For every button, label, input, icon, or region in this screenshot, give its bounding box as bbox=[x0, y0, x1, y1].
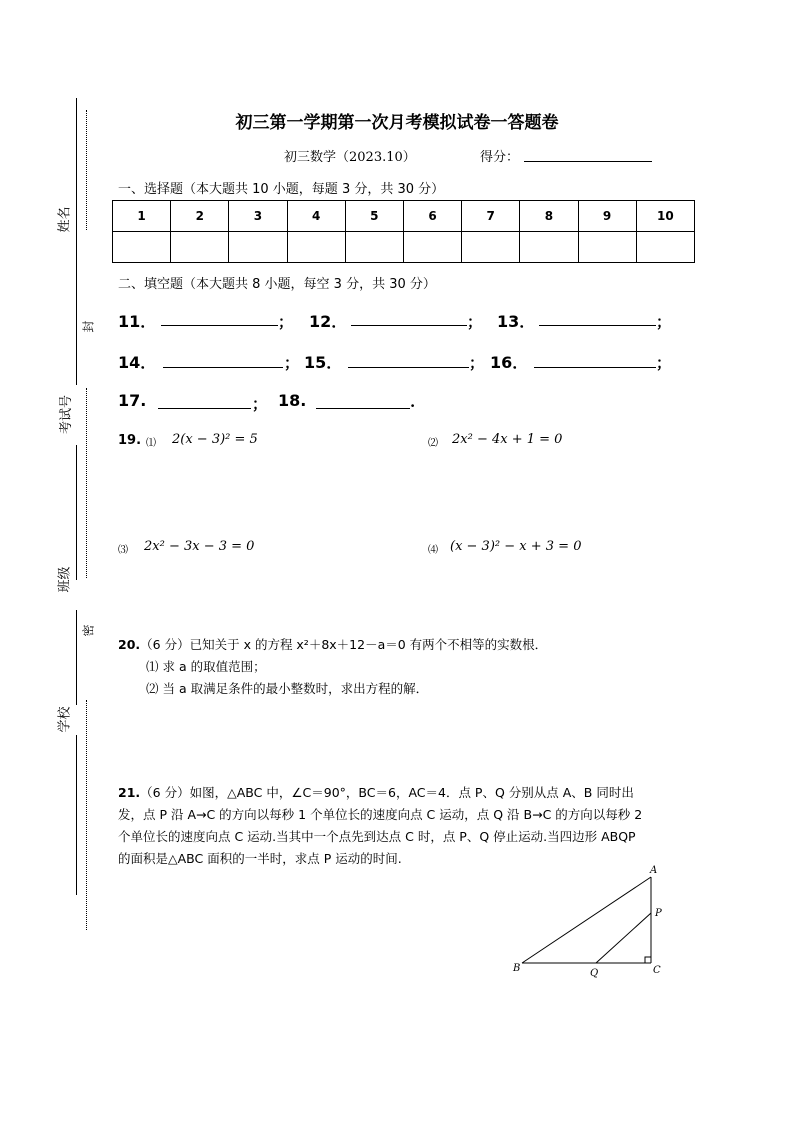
semicolon: ； bbox=[656, 354, 672, 372]
choice-answer-row bbox=[113, 232, 695, 263]
choice-col-6: 6 bbox=[403, 201, 461, 232]
q19-part2-eq: 2x² − 4x + 1 = 0 bbox=[452, 432, 563, 447]
semicolon: ； bbox=[278, 313, 294, 331]
choice-answer-cell[interactable] bbox=[287, 232, 345, 263]
choice-header-row bbox=[113, 201, 695, 232]
q19-part1-eq: 2(x − 3)² = 5 bbox=[172, 432, 258, 447]
q19-part2-num: ⑵ bbox=[428, 438, 438, 449]
choice-col-3: 3 bbox=[229, 201, 287, 232]
field-line-exam-no bbox=[76, 250, 77, 385]
school-label: 学校 bbox=[57, 706, 73, 733]
choice-answer-cell[interactable] bbox=[113, 232, 171, 263]
choice-answer-cell[interactable] bbox=[462, 232, 520, 263]
q20-score: （6 分） bbox=[140, 637, 190, 652]
label-p: P bbox=[655, 908, 662, 919]
fill-label-17: 17. bbox=[118, 391, 147, 410]
q20-sub2: ⑵ 当 a 取满足条件的最小整数时，求出方程的解． bbox=[146, 681, 429, 696]
fill-label-14: 14． bbox=[118, 353, 157, 372]
fill-label-12: 12． bbox=[309, 312, 348, 331]
label-c: C bbox=[653, 965, 661, 976]
fill-blank-11[interactable] bbox=[161, 325, 278, 326]
choice-answer-cell[interactable] bbox=[345, 232, 403, 263]
choice-col-7: 7 bbox=[462, 201, 520, 232]
choice-col-4: 4 bbox=[287, 201, 345, 232]
score-label: 得分： bbox=[480, 150, 520, 165]
fill-blank-15[interactable] bbox=[348, 367, 469, 368]
seal-dotted-line-2 bbox=[86, 388, 87, 578]
field-line-exam-no-2 bbox=[76, 445, 77, 580]
course-label: 初三数学（2023.10） bbox=[284, 150, 416, 165]
q19-part3-eq: 2x² − 3x − 3 = 0 bbox=[144, 539, 255, 554]
fill-label-11: 11． bbox=[118, 312, 157, 331]
field-line-class bbox=[76, 610, 77, 705]
fill-blank-13[interactable] bbox=[539, 325, 656, 326]
choice-answer-cell[interactable] bbox=[578, 232, 636, 263]
choice-answer-cell[interactable] bbox=[229, 232, 287, 263]
fill-blank-18[interactable] bbox=[316, 408, 410, 409]
choice-answer-table bbox=[112, 200, 695, 263]
q21-line2: 发，点 P 沿 A→C 的方向以每秒 1 个单位长的速度向点 C 运动，点 Q 沿 B→C 的方向以每秒 2 bbox=[118, 807, 643, 822]
semicolon: ； bbox=[656, 313, 672, 331]
field-line-school bbox=[76, 735, 77, 895]
section1-heading: 一、选择题（本大题共 10 小题，每题 3 分，共 30 分） bbox=[118, 182, 445, 197]
triangle-figure bbox=[500, 855, 680, 985]
seal-char-feng: 封 bbox=[81, 320, 96, 333]
score-blank[interactable] bbox=[524, 161, 652, 162]
choice-col-5: 5 bbox=[345, 201, 403, 232]
q20-sub1: ⑴ 求 a 的取值范围； bbox=[146, 659, 266, 674]
choice-col-1: 1 bbox=[113, 201, 171, 232]
q20-stem bbox=[118, 634, 547, 656]
q19-part1-num: ⑴ bbox=[146, 438, 156, 449]
semicolon: ； bbox=[284, 354, 300, 372]
fill-blank-12[interactable] bbox=[351, 325, 467, 326]
fill-label-18: 18. bbox=[278, 391, 307, 410]
semicolon: ； bbox=[252, 395, 268, 413]
label-a: A bbox=[650, 865, 658, 876]
choice-col-9: 9 bbox=[578, 201, 636, 232]
fill-blank-16[interactable] bbox=[534, 367, 656, 368]
right-angle-mark bbox=[645, 957, 651, 963]
q19-part4-eq: (x − 3)² − x + 3 = 0 bbox=[450, 539, 582, 554]
seal-char-mi: 密 bbox=[81, 624, 96, 637]
name-label: 姓名 bbox=[57, 206, 73, 233]
section2-heading: 二、填空题（本大题共 8 小题，每空 3 分，共 30 分） bbox=[118, 277, 436, 292]
exam-no-label: 考试号 bbox=[59, 394, 75, 435]
segment-ab bbox=[522, 877, 651, 963]
label-q: Q bbox=[590, 968, 599, 979]
q21-label: 21. bbox=[118, 785, 141, 800]
q20-label: 20. bbox=[118, 637, 141, 652]
fill-label-13: 13． bbox=[497, 312, 536, 331]
choice-answer-cell[interactable] bbox=[403, 232, 461, 263]
semicolon: ； bbox=[467, 313, 483, 331]
fill-label-16: 16． bbox=[490, 353, 529, 372]
q21-line3: 个单位长的速度向点 C 运动.当其中一个点先到达点 C 时，点 P、Q 停止运动.当四边形 ABQP bbox=[118, 829, 636, 844]
q21-text-line1: 如图，△ABC 中，∠C＝90°，BC＝6，AC＝4．点 P、Q 分别从点 A、B 同时出 bbox=[189, 785, 634, 800]
choice-col-8: 8 bbox=[520, 201, 578, 232]
choice-answer-cell[interactable] bbox=[636, 232, 694, 263]
q19-part4-num: ⑷ bbox=[428, 545, 438, 556]
choice-col-10: 10 bbox=[636, 201, 694, 232]
fill-blank-17[interactable] bbox=[158, 408, 251, 409]
choice-col-2: 2 bbox=[171, 201, 229, 232]
q19-label: 19. bbox=[118, 433, 142, 448]
seal-dotted-line-3 bbox=[86, 700, 87, 930]
q21-line1 bbox=[118, 782, 634, 804]
label-b: B bbox=[513, 963, 521, 974]
fill-label-15: 15． bbox=[304, 353, 343, 372]
choice-answer-cell[interactable] bbox=[171, 232, 229, 263]
class-label: 班级 bbox=[57, 566, 73, 593]
fill-blank-14[interactable] bbox=[163, 367, 283, 368]
q21-score: （6 分） bbox=[140, 785, 190, 800]
page-title: 初三第一学期第一次月考模拟试卷一答题卷 bbox=[235, 113, 559, 133]
q20-text: 已知关于 x 的方程 x²＋8x＋12－a＝0 有两个不相等的实数根． bbox=[189, 637, 548, 652]
q19-part3-num: ⑶ bbox=[118, 545, 128, 556]
choice-answer-cell[interactable] bbox=[520, 232, 578, 263]
segment-pq bbox=[596, 913, 651, 963]
q21-line4: 的面积是△ABC 面积的一半时，求点 P 运动的时间. bbox=[118, 851, 402, 866]
semicolon: ； bbox=[469, 354, 485, 372]
period: . bbox=[410, 393, 416, 411]
